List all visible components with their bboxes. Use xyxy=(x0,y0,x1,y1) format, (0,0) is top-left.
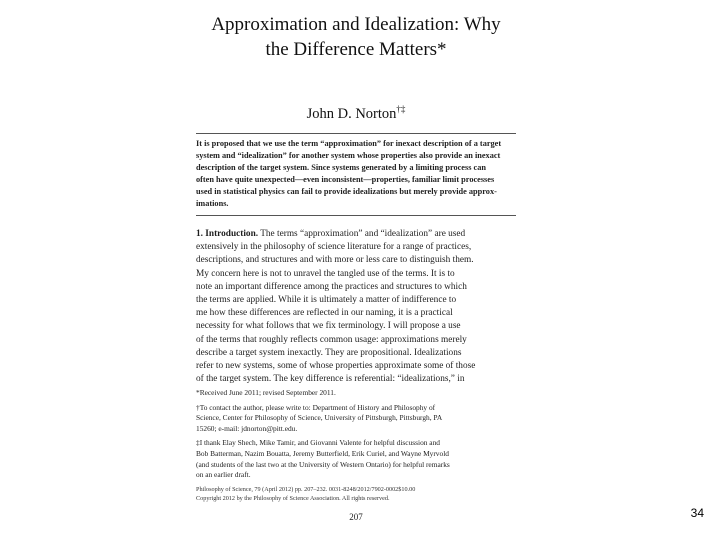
abstract-line: used in statistical physics can fail to provide idealizations but merely provide approx- xyxy=(196,186,497,196)
author-text: John D. Norton xyxy=(306,105,397,122)
body-line: of the target system. The key difference is referential: “idealizations,” in xyxy=(196,374,465,385)
slide-number: 34 xyxy=(690,506,704,520)
abstract-line: It is proposed that we use the term “approximation” for inexact description of a target xyxy=(196,139,502,148)
body-line: descriptions, and structures and with more or less care to distinguish them. xyxy=(196,255,474,266)
footnote-thanks-line: ‡I thank Elay Shech, Mike Tamir, and Giovanni Valente for helpful discussion and xyxy=(196,438,440,448)
paper-title xyxy=(190,12,522,62)
abstract-line: system and “idealization” for another system whose properties also provide an inexact xyxy=(196,150,501,160)
abstract-bottom-rule xyxy=(196,215,516,216)
abstract-line: description of the target system. Since systems generated by a limiting process can xyxy=(196,162,486,172)
body-line: refer to new systems, some of whose properties approximate some of those xyxy=(196,361,476,372)
author-footnote-marks: †‡ xyxy=(396,104,406,114)
copyright-notice: Copyright 2012 by the Philosophy of Science Association. All rights reserved. xyxy=(196,494,390,502)
footnote-thanks-line: Bob Batterman, Nazim Bouatta, Jeremy Butterfield, Erik Curiel, and Wayne Myrvold xyxy=(196,448,449,458)
body-line-first xyxy=(196,228,516,241)
author-name xyxy=(190,104,522,123)
footnote-contact-line: 15260; e-mail: jdnorton@pitt.edu. xyxy=(196,423,298,433)
body-line: of the terms that roughly reflects common usage: approximations merely xyxy=(196,334,467,345)
body-line: describe a target system inexactly. They are propositional. Idealizations xyxy=(196,347,462,358)
footnote-thanks-line: (and students of the last two at the University of Western Ontario) for helpful remarks xyxy=(196,459,450,469)
body-line: extensively in the philosophy of science literature for a range of practices, xyxy=(196,242,472,253)
abstract-line: often have quite unexpected—even inconsistent—properties, familiar limit processes xyxy=(196,174,495,184)
body-line: necessity for what follows that we fix terminology. I will propose a use xyxy=(196,321,461,332)
footnote-thanks-line: on an earlier draft. xyxy=(196,470,251,480)
section-heading: 1. Introduction. xyxy=(196,229,259,239)
body-line: My concern here is not to unravel the tangled use of the terms. It is to xyxy=(196,268,455,279)
introduction-section xyxy=(196,228,516,386)
body-line: note an important difference among the practices and structures to which xyxy=(196,281,467,292)
page-number: 207 xyxy=(349,512,363,522)
abstract-top-rule xyxy=(196,133,516,134)
title-line-1: Approximation and Idealization: Why xyxy=(211,14,501,35)
footnote-contact-line: Science, Center for Philosophy of Science, University of Pittsburgh, Pittsburgh, PA xyxy=(196,413,443,423)
abstract-line: imations. xyxy=(196,198,229,208)
paper-page xyxy=(190,0,522,540)
body-line: me how these differences are reflected in our naming, it is a practical xyxy=(196,308,453,319)
title-line-2: the Difference Matters* xyxy=(265,39,447,60)
body-line: The terms “approximation” and “idealization” are used xyxy=(260,229,466,239)
body-line: the terms are applied. While it is ultimately a matter of indifference to xyxy=(196,295,457,306)
abstract xyxy=(196,138,516,209)
journal-citation: Philosophy of Science, 79 (April 2012) pp. 207–232. 0031-8248/2012/7902-0002$10.00 xyxy=(196,485,416,493)
footnote-contact-line: †To contact the author, please write to: Department of History and Philosophy of xyxy=(196,402,436,412)
footnotes xyxy=(196,388,516,503)
footnote-received: *Received June 2011; revised September 2011. xyxy=(196,388,336,397)
